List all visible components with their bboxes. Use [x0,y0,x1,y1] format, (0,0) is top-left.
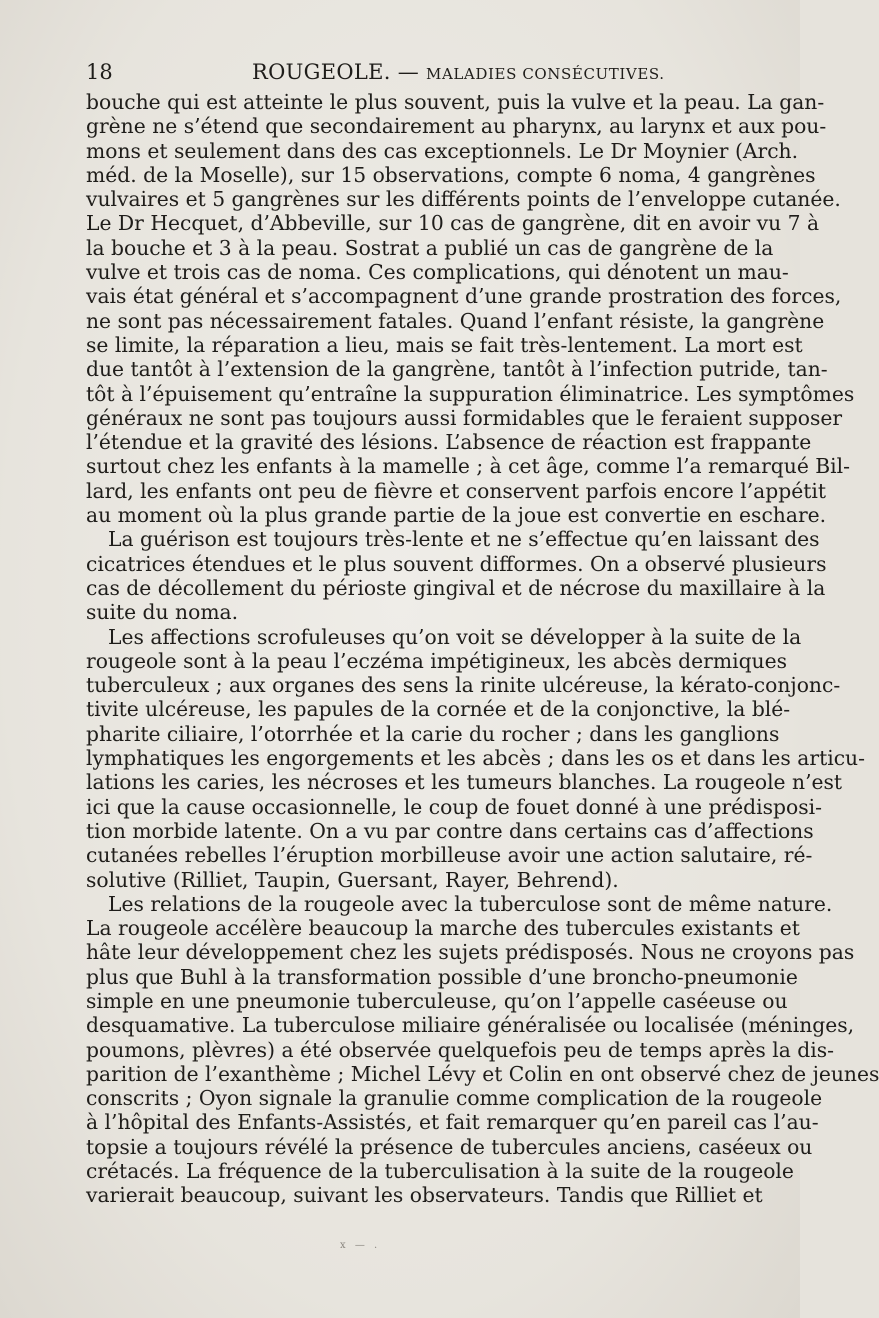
text-line: hâte leur développement chez les sujets prédisposés. Nous ne croyons pas [86,940,855,965]
running-head-subtitle: MALADIES CONSÉCUTIVES. [425,65,665,83]
text-line: topsie a toujours révélé la présence de tubercules anciens, caséeux ou [86,1134,813,1159]
text-line: suite du noma. [86,600,239,625]
text-line: desquamative. La tuberculose miliaire généralisée ou localisée (méninges, [86,1013,855,1038]
paragraph [86,891,879,1208]
text-line: tivite ulcéreuse, les papules de la cornée et de la conjonctive, la blé- [86,697,791,722]
text-line: Les relations de la rougeole avec la tuberculose sont de même nature. [108,891,833,916]
text-line: lations les caries, les nécroses et les tumeurs blanches. La rougeole n’est [86,770,843,795]
text-line: varierait beaucoup, suivant les observateurs. Tandis que Rilliet et [86,1183,763,1208]
text-line: vulvaires et 5 gangrènes sur les différents points de l’enveloppe cutanée. [86,187,841,212]
text-line: cicatrices étendues et le plus souvent difformes. On a observé plusieurs [86,551,827,576]
text-line: mons et seulement dans des cas exceptionnels. Le Dr Moynier (Arch. [86,138,799,163]
text-line: lymphatiques les engorgements et les abcès ; dans les os et dans les articu- [86,746,865,771]
text-line: bouche qui est atteinte le plus souvent, puis la vulve et la peau. La gan- [86,90,825,114]
text-line: due tantôt à l’extension de la gangrène, tantôt à l’infection putride, tan- [86,357,828,382]
page-number: 18 [86,60,113,84]
text-line: tion morbide latente. On a vu par contre dans certains cas d’affections [86,818,814,843]
paragraph [86,624,865,892]
text-line: parition de l’exanthème ; Michel Lévy et Colin en ont observé chez de jeunes [86,1061,879,1086]
text-line: crétacés. La fréquence de la tuberculisation à la suite de la rougeole [86,1159,794,1184]
text-line: rougeole sont à la peau l’eczéma impétigineux, les abcès dermiques [86,648,788,673]
running-head-dash: — [397,60,419,84]
text-line: La rougeole accélère beaucoup la marche des tubercules existants et [86,916,800,941]
text-line: solutive (Rilliet, Taupin, Guersant, Rayer, Behrend). [86,867,619,892]
text-line: La guérison est toujours très-lente et ne s’effectue qu’en laissant des [108,527,820,552]
text-line: ne sont pas nécessairement fatales. Quand l’enfant résiste, la gangrène [86,308,825,333]
text-line: se limite, la réparation a lieu, mais se fait très-lentement. La mort est [86,332,803,357]
text-line: conscrits ; Oyon signale la granulie comme complication de la rougeole [86,1086,823,1111]
text-line: ici que la cause occasionnelle, le coup de fouet donné à une prédisposi- [86,794,822,819]
text-line: vais état général et s’accompagnent d’une grande prostration des forces, [86,284,842,309]
text-line: méd. de la Moselle), sur 15 observations, compte 6 noma, 4 gangrènes [86,162,816,187]
page-header [86,60,746,88]
text-line: l’étendue et la gravité des lésions. L’absence de réaction est frappante [86,430,812,455]
text-line: pharite ciliaire, l’otorrhée et la carie du rocher ; dans les ganglions [86,721,780,746]
body-text [86,90,879,1208]
text-line: surtout chez les enfants à la mamelle ; à cet âge, comme l’a remarqué Bil- [86,454,850,479]
paragraph [86,527,827,625]
paragraph [86,90,855,528]
text-line: tôt à l’épuisement qu’entraîne la suppuration éliminatrice. Les symptômes [86,381,855,406]
text-line: au moment où la plus grande partie de la joue est convertie en eschare. [86,503,827,528]
text-line: Le Dr Hecquet, d’Abbeville, sur 10 cas de gangrène, dit en avoir vu 7 à [86,211,820,236]
text-line: Les affections scrofuleuses qu’on voit se développer à la suite de la [108,624,802,649]
text-line: cas de décollement du périoste gingival et de nécrose du maxillaire à la [86,575,826,600]
text-line: poumons, plèvres) a été observée quelquefois peu de temps après la dis- [86,1037,834,1062]
text-line: plus que Buhl à la transformation possible d’une broncho-pneumonie [86,964,798,989]
text-line: simple en une pneumonie tuberculeuse, qu’on l’appelle caséeuse ou [86,988,788,1013]
text-line: tuberculeux ; aux organes des sens la rinite ulcéreuse, la kérato-conjonc- [86,673,841,698]
running-head-title: ROUGEOLE. [252,60,391,84]
text-line: grène ne s’étend que secondairement au pharynx, au larynx et aux pou- [86,114,827,139]
text-line: généraux ne sont pas toujours aussi formidables que le feraient supposer [86,405,843,430]
text-line: à l’hôpital des Enfants-Assistés, et fait remarquer qu’en pareil cas l’au- [86,1110,819,1135]
running-head [252,60,665,84]
text-line: lard, les enfants ont peu de fièvre et conservent parfois encore l’appétit [86,478,826,503]
footer-marks: x — . [340,1240,381,1251]
text-line: vulve et trois cas de noma. Ces complications, qui dénotent un mau- [86,260,789,285]
text-line: cutanées rebelles l’éruption morbilleuse avoir une action salutaire, ré- [86,843,813,868]
text-line: la bouche et 3 à la peau. Sostrat a publié un cas de gangrène de la [86,235,774,260]
